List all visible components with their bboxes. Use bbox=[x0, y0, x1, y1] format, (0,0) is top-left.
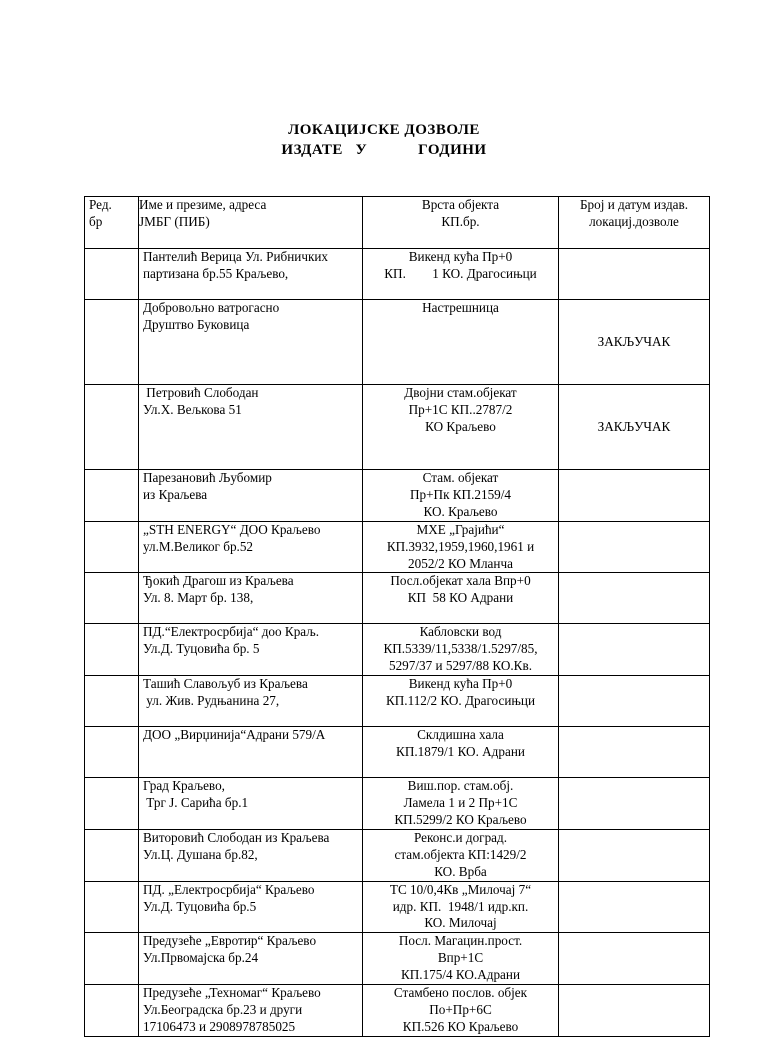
applicant-line: Предузеће „Техномаг“ Краљево bbox=[143, 985, 321, 1001]
row-number-cell bbox=[85, 985, 139, 1037]
applicant-cell bbox=[139, 521, 363, 573]
permit-cell bbox=[559, 521, 710, 573]
applicant-line: из Краљева bbox=[143, 486, 208, 502]
applicant-cell bbox=[139, 624, 363, 676]
permits-table bbox=[84, 196, 710, 1037]
object-type-cell bbox=[363, 470, 559, 522]
applicant-cell bbox=[139, 676, 363, 727]
object-type-line: Посл.објекат хала Впр+0 bbox=[390, 573, 531, 589]
row-number-cell bbox=[85, 727, 139, 778]
object-type-line: Кабловски вод bbox=[419, 624, 502, 640]
object-type-line: КО. Краљево bbox=[423, 503, 498, 519]
table-row bbox=[85, 624, 710, 676]
permit-cell bbox=[559, 300, 710, 385]
applicant-cell bbox=[139, 300, 363, 385]
applicant-line: ПД. „Електросрбија“ Краљево bbox=[143, 881, 315, 897]
table-row bbox=[85, 470, 710, 522]
table-row bbox=[85, 985, 710, 1037]
object-type-line: КП.112/2 КО. Драгосињци bbox=[385, 693, 536, 709]
object-type-line: 2052/2 КО Мланча bbox=[408, 555, 513, 571]
object-type-line: КП.175/4 КО.Адрани bbox=[400, 967, 521, 983]
row-number-cell bbox=[85, 521, 139, 573]
object-type-cell bbox=[363, 778, 559, 830]
object-type-line: КО. Милочај bbox=[424, 915, 497, 931]
object-type-line: КО Краљево bbox=[425, 418, 496, 434]
table-row bbox=[85, 521, 710, 573]
object-type-cell bbox=[363, 573, 559, 624]
permit-cell bbox=[559, 573, 710, 624]
object-type-line: КП.526 КО Краљево bbox=[402, 1018, 519, 1034]
row-number-cell bbox=[85, 881, 139, 933]
row-number-cell bbox=[85, 249, 139, 300]
object-type-line: ТС 10/0,4Кв „Милочај 7“ bbox=[389, 881, 532, 897]
object-type-line: Стам. објекат bbox=[422, 470, 499, 485]
permit-cell bbox=[559, 829, 710, 881]
header-name: Име и презиме, адреса ЈМБГ (ПИБ) bbox=[139, 197, 363, 249]
object-type-cell bbox=[363, 727, 559, 778]
permit-cell bbox=[559, 778, 710, 830]
object-type-line: КП.3932,1959,1960,1961 и bbox=[386, 538, 535, 554]
applicant-cell bbox=[139, 573, 363, 624]
permit-status: ЗАКЉУЧАК bbox=[597, 419, 671, 434]
document-title: ЛОКАЦИЈСКЕ ДОЗВОЛЕ bbox=[288, 122, 480, 138]
permit-cell bbox=[559, 470, 710, 522]
object-type-line: Посл. Магацин.прост. bbox=[398, 933, 523, 949]
applicant-line: Пантелић Верица Ул. Рибничких bbox=[143, 249, 329, 264]
applicant-line: ПД.“Електросрбија“ доо Краљ. bbox=[143, 624, 320, 640]
applicant-cell bbox=[139, 385, 363, 470]
object-type-cell bbox=[363, 881, 559, 933]
applicant-line: Виторовић Слободан из Краљева bbox=[143, 829, 330, 845]
permit-cell bbox=[559, 624, 710, 676]
object-type-line: Стамбено послов. објек bbox=[393, 985, 528, 1001]
permit-cell bbox=[559, 249, 710, 300]
object-type-line: КП. 1 КО. Драгосињци bbox=[384, 265, 537, 281]
applicant-line: 17106473 и 2908978785025 bbox=[143, 1018, 296, 1034]
permit-status: ЗАКЉУЧАК bbox=[597, 334, 671, 349]
permit-cell bbox=[559, 385, 710, 470]
applicant-cell bbox=[139, 249, 363, 300]
header-no: Ред. бр bbox=[85, 197, 139, 249]
object-type-line: Настрешница bbox=[422, 300, 499, 315]
object-type-line: стам.објекта КП:1429/2 bbox=[394, 846, 527, 862]
object-type-cell bbox=[363, 985, 559, 1037]
permit-cell bbox=[559, 933, 710, 985]
object-type-line: Ламела 1 и 2 Пр+1С bbox=[403, 795, 518, 811]
row-number-cell bbox=[85, 778, 139, 830]
header-type: Врста објекта КП.бр. bbox=[363, 197, 559, 249]
applicant-line: „STH ENERGY“ ДОО Краљево bbox=[143, 521, 321, 537]
applicant-line: Ташић Славољуб из Краљева bbox=[143, 676, 308, 692]
applicant-line: Ул. 8. Март бр. 138, bbox=[143, 590, 254, 606]
object-type-line: Двојни стам.објекат bbox=[404, 385, 517, 400]
applicant-cell bbox=[139, 829, 363, 881]
table-row bbox=[85, 881, 710, 933]
row-number-cell bbox=[85, 829, 139, 881]
object-type-line: Склдишна хала bbox=[417, 727, 504, 743]
applicant-cell bbox=[139, 881, 363, 933]
object-type-line: Пр+1С КП..2787/2 bbox=[408, 401, 513, 417]
applicant-line: Друштво Буковица bbox=[143, 316, 250, 332]
document-subtitle: ИЗДАТЕ У ГОДИНИ bbox=[281, 142, 487, 158]
object-type-line: Викенд кућа Пр+0 bbox=[408, 676, 513, 692]
object-type-line: МХЕ „Грајићи“ bbox=[416, 521, 505, 537]
table-row bbox=[85, 778, 710, 830]
table-row bbox=[85, 676, 710, 727]
applicant-cell bbox=[139, 985, 363, 1037]
applicant-line: Предузеће „Евротир“ Краљево bbox=[143, 933, 317, 949]
applicant-line: Добровољно ватрогасно bbox=[143, 300, 280, 315]
applicant-line: Ул.Ц. Душана бр.82, bbox=[143, 846, 258, 862]
object-type-cell bbox=[363, 521, 559, 573]
table-row bbox=[85, 385, 710, 470]
applicant-line: Петровић Слободан bbox=[143, 385, 259, 400]
applicant-line: партизана бр.55 Краљево, bbox=[143, 265, 289, 281]
object-type-line: КП.5299/2 КО Краљево bbox=[394, 811, 527, 827]
table-row bbox=[85, 727, 710, 778]
object-type-line: Пр+Пк КП.2159/4 bbox=[409, 486, 512, 502]
table-row bbox=[85, 249, 710, 300]
applicant-line: Град Краљево, bbox=[143, 778, 225, 794]
applicant-line: Ул.Д. Туцовића бр. 5 bbox=[143, 641, 260, 657]
applicant-line: Ђокић Драгош из Краљева bbox=[143, 573, 294, 589]
permit-cell bbox=[559, 676, 710, 727]
table-row bbox=[85, 300, 710, 385]
applicant-cell bbox=[139, 727, 363, 778]
row-number-cell bbox=[85, 676, 139, 727]
object-type-cell bbox=[363, 829, 559, 881]
applicant-line: Ул.Х. Вељкова 51 bbox=[143, 401, 242, 417]
permit-cell bbox=[559, 727, 710, 778]
applicant-line: Ул.Првомајска бр.24 bbox=[143, 950, 259, 966]
object-type-line: КО. Врба bbox=[434, 863, 487, 879]
object-type-line: КП 58 КО Адрани bbox=[407, 590, 514, 606]
applicant-line: Ул.Д. Туцовића бр.5 bbox=[143, 898, 257, 914]
object-type-line: Виш.пор. стам.обј. bbox=[407, 778, 514, 794]
object-type-line: КП.1879/1 КО. Адрани bbox=[396, 744, 525, 760]
applicant-cell bbox=[139, 470, 363, 522]
table-row bbox=[85, 829, 710, 881]
applicant-line: Трг Ј. Сарића бр.1 bbox=[143, 795, 249, 811]
row-number-cell bbox=[85, 470, 139, 522]
object-type-line: 5297/37 и 5297/88 КО.Кв. bbox=[388, 658, 532, 674]
permit-cell bbox=[559, 985, 710, 1037]
applicant-line: ул.М.Великог бр.52 bbox=[143, 538, 254, 554]
object-type-cell bbox=[363, 624, 559, 676]
row-number-cell bbox=[85, 573, 139, 624]
object-type-line: КП.5339/11,5338/1.5297/85, bbox=[383, 641, 538, 657]
object-type-line: Реконс.и доград. bbox=[413, 829, 508, 845]
object-type-cell bbox=[363, 933, 559, 985]
object-type-line: По+Пр+6С bbox=[429, 1001, 492, 1017]
applicant-line: ДОО „Вирџинија“Адрани 579/А bbox=[143, 727, 326, 743]
header-permit: Број и датум издав. локациј.дозволе bbox=[559, 197, 710, 249]
object-type-line: Викенд кућа Пр+0 bbox=[408, 249, 513, 264]
applicant-line: Ул.Београдска бр.23 и други bbox=[143, 1001, 303, 1017]
object-type-cell bbox=[363, 385, 559, 470]
object-type-cell bbox=[363, 249, 559, 300]
row-number-cell bbox=[85, 933, 139, 985]
row-number-cell bbox=[85, 385, 139, 470]
permit-cell bbox=[559, 881, 710, 933]
applicant-line: Парезановић Љубомир bbox=[143, 470, 272, 485]
row-number-cell bbox=[85, 300, 139, 385]
applicant-cell bbox=[139, 933, 363, 985]
applicant-line: ул. Жив. Рудњанина 27, bbox=[143, 693, 280, 709]
row-number-cell bbox=[85, 624, 139, 676]
object-type-cell bbox=[363, 300, 559, 385]
table-header-row bbox=[85, 197, 710, 249]
object-type-line: идр. КП. 1948/1 идр.кп. bbox=[392, 898, 529, 914]
object-type-line: Впр+1С bbox=[437, 950, 484, 966]
applicant-cell bbox=[139, 778, 363, 830]
table-row bbox=[85, 573, 710, 624]
table-row bbox=[85, 933, 710, 985]
object-type-cell bbox=[363, 676, 559, 727]
